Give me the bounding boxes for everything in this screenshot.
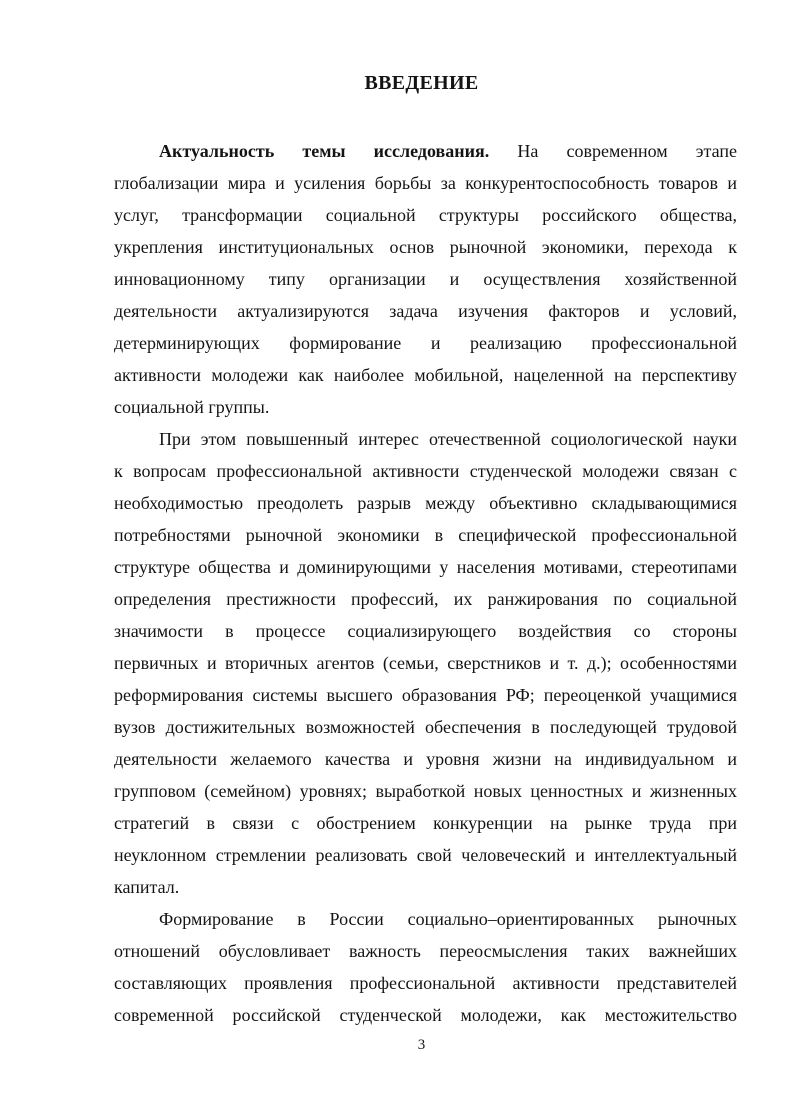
paragraph-2-line-10: вузов достижительных возможностей обеспечения в последующей трудовой <box>114 717 737 737</box>
paragraph-2-line-13: стратегий в связи с обострением конкуренции на рынке труда при <box>114 813 737 833</box>
paragraph-2-line-3: необходимостью преодолеть разрыв между объективно складывающимися <box>114 493 737 513</box>
paragraph-1-line-2: глобализации мира и усиления борьбы за конкурентоспособность товаров и <box>114 173 737 193</box>
paragraph-1-line-5: инновационному типу организации и осуществления хозяйственной <box>114 269 737 289</box>
paragraph-2-line-8: первичных и вторичных агентов (семьи, сверстников и т. д.); особенностями <box>114 653 737 673</box>
paragraph-2-line-5: структуре общества и доминирующими у населения мотивами, стереотипами <box>114 557 737 577</box>
paragraph-3-line-3: составляющих проявления профессиональной активности представителей <box>114 973 737 993</box>
paragraph-3-line-4: современной российской студенческой молодежи, как местожительство <box>114 1005 737 1025</box>
paragraph-1-line-4: укрепления институциональных основ рыночной экономики, перехода к <box>114 237 737 257</box>
paragraph-3-line-2: отношений обусловливает важность переосмысления таких важнейших <box>114 941 737 961</box>
paragraph-2-line-7: значимости в процессе социализирующего воздействия со стороны <box>114 621 737 641</box>
paragraph-1-line-7: детерминирующих формирование и реализацию профессиональной <box>114 333 737 353</box>
paragraph-2-line-6: определения престижности профессий, их ранжирования по социальной <box>114 589 737 609</box>
paragraph-1-line-8: активности молодежи как наиболее мобильной, нацеленной на перспективу <box>114 365 737 385</box>
paragraph-1-line-1-text: На современном этапе <box>517 141 737 161</box>
paragraph-2-line-14: неуклонном стремлении реализовать свой человеческий и интеллектуальный <box>114 845 737 865</box>
paragraph-2-line-12: групповом (семейном) уровнях; выработкой новых ценностных и жизненных <box>114 781 737 801</box>
paragraph-2-line-11: деятельности желаемого качества и уровня жизни на индивидуальном и <box>114 749 737 769</box>
paragraph-2-line-4: потребностями рыночной экономики в специфической профессиональной <box>114 525 737 545</box>
paragraph-1-line-9: социальной группы. <box>114 397 270 417</box>
page-number: 3 <box>417 1037 426 1053</box>
paragraph-2-line-9: реформирования системы высшего образования РФ; переоценкой учащимися <box>114 685 737 705</box>
paragraph-2-line-2: к вопросам профессиональной активности студенческой молодежи связан с <box>114 461 737 481</box>
paragraph-2-line-15: капитал. <box>114 877 180 897</box>
paragraph-1-line-6: деятельности актуализируются задача изучения факторов и условий, <box>114 301 737 321</box>
paragraph-2-line-1: При этом повышенный интерес отечественной социологической науки <box>159 429 737 449</box>
page-title: ВВЕДЕНИЕ <box>364 72 479 94</box>
paragraph-1-line-1 <box>159 140 737 162</box>
paragraph-3-line-1: Формирование в России социально–ориентированных рыночных <box>159 909 737 929</box>
paragraph-1-line-3: услуг, трансформации социальной структуры российского общества, <box>114 205 737 225</box>
section-lead-heading: Актуальность темы исследования. <box>159 141 490 161</box>
